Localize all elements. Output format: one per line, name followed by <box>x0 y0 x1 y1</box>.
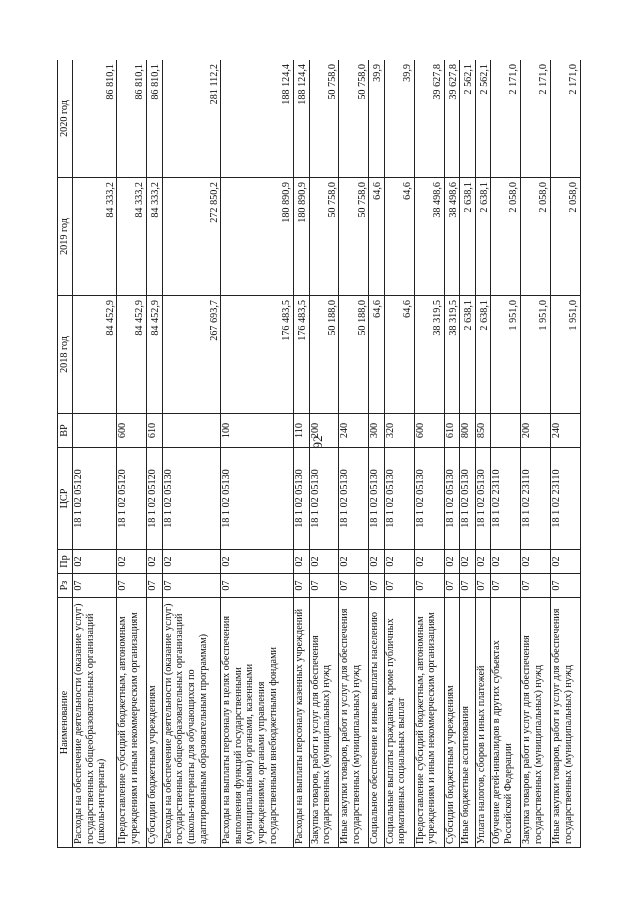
col-header-pr: Пр <box>58 550 73 574</box>
row-name: Социальное обеспечение и иные выплаты населению <box>369 598 385 848</box>
table-row <box>521 60 551 848</box>
table-row <box>369 60 385 848</box>
row-value-2020: 39,9 <box>384 60 414 178</box>
row-name: Расходы на обеспечение деятельности (оказание услуг) государственных общеобразовательных организаций (школы-интернаты для обучающихся по адаптированным образовательным программам) <box>162 598 221 848</box>
row-rz: 07 <box>117 574 147 598</box>
row-name: Расходы на выплаты персоналу в целях обеспечения выполнения функций государственными (муниципальными) органами, казенными учреждениями, органами управления государственными внебюджетными фондами <box>221 598 294 848</box>
table-row <box>147 60 163 848</box>
row-name: Обучение детей-инвалидов в других субъектах Российской Федерации <box>491 598 521 848</box>
row-value-2020: 50 758,0 <box>309 60 339 178</box>
row-csr: 18 1 02 05130 <box>221 448 294 550</box>
row-value-2018: 2 638,1 <box>475 296 491 414</box>
row-value-2020: 39 627,8 <box>414 60 444 178</box>
col-header-csr: ЦСР <box>58 448 73 550</box>
row-pr: 02 <box>147 550 163 574</box>
rotated-page-area <box>57 60 581 848</box>
row-value-2018: 84 452,9 <box>73 296 117 414</box>
row-csr: 18 1 02 05130 <box>384 448 414 550</box>
row-pr: 02 <box>550 550 580 574</box>
col-header-2018: 2018 год <box>58 296 73 414</box>
col-header-vr: ВР <box>58 414 73 448</box>
row-value-2019: 84 333,2 <box>147 178 163 296</box>
row-csr: 18 1 02 05120 <box>117 448 147 550</box>
row-name: Расходы на обеспечение деятельности (оказание услуг) государственных общеобразовательных организаций (школы-интернаты) <box>73 598 117 848</box>
table-row <box>475 60 491 848</box>
col-header-name: Наименование <box>58 598 73 848</box>
row-value-2019: 38 498,6 <box>444 178 460 296</box>
row-value-2018: 38 319,5 <box>414 296 444 414</box>
budget-table-container <box>57 60 581 848</box>
row-value-2019: 272 850,2 <box>162 178 221 296</box>
row-pr: 02 <box>521 550 551 574</box>
row-value-2020: 188 124,4 <box>221 60 294 178</box>
table-row <box>309 60 339 848</box>
row-value-2020: 2 171,0 <box>550 60 580 178</box>
row-name: Иные закупки товаров, работ и услуг для обеспечения государственных (муниципальных) нужд <box>339 598 369 848</box>
row-vr: 850 <box>475 414 491 448</box>
row-csr: 18 1 02 05130 <box>414 448 444 550</box>
row-vr: 600 <box>117 414 147 448</box>
row-name: Предоставление субсидий бюджетным, автономным учреждениям и иным некоммерческим организациям <box>414 598 444 848</box>
row-rz: 07 <box>221 574 294 598</box>
table-row <box>491 60 521 848</box>
row-csr: 18 1 02 05130 <box>309 448 339 550</box>
row-pr: 02 <box>309 550 339 574</box>
row-name: Субсидии бюджетным учреждениям <box>444 598 460 848</box>
row-value-2018: 176 483,5 <box>221 296 294 414</box>
row-pr: 02 <box>444 550 460 574</box>
row-value-2018: 50 188,0 <box>309 296 339 414</box>
row-pr: 02 <box>162 550 221 574</box>
row-rz: 07 <box>147 574 163 598</box>
row-rz: 07 <box>162 574 221 598</box>
row-vr: 610 <box>444 414 460 448</box>
row-name: Иные закупки товаров, работ и услуг для обеспечения государственных (муниципальных) нужд <box>550 598 580 848</box>
row-pr: 02 <box>460 550 476 574</box>
row-value-2019: 50 758,0 <box>339 178 369 296</box>
row-value-2019: 180 890,9 <box>221 178 294 296</box>
row-value-2018: 38 319,5 <box>444 296 460 414</box>
row-value-2018: 50 188,0 <box>339 296 369 414</box>
row-rz: 07 <box>521 574 551 598</box>
row-value-2019: 2 638,1 <box>460 178 476 296</box>
table-row <box>294 60 310 848</box>
row-value-2020: 281 112,2 <box>162 60 221 178</box>
row-pr: 02 <box>221 550 294 574</box>
table-row <box>339 60 369 848</box>
row-value-2019: 2 058,0 <box>491 178 521 296</box>
row-vr: 110 <box>294 414 310 448</box>
row-value-2020: 2 171,0 <box>521 60 551 178</box>
table-row <box>550 60 580 848</box>
row-rz: 07 <box>369 574 385 598</box>
row-pr: 02 <box>491 550 521 574</box>
row-value-2020: 86 810,1 <box>117 60 147 178</box>
row-value-2018: 176 483,5 <box>294 296 310 414</box>
row-rz: 07 <box>73 574 117 598</box>
row-csr: 18 1 02 05130 <box>339 448 369 550</box>
row-pr: 02 <box>339 550 369 574</box>
table-row <box>384 60 414 848</box>
row-name: Субсидии бюджетным учреждениям <box>147 598 163 848</box>
row-value-2019: 2 638,1 <box>475 178 491 296</box>
table-row <box>444 60 460 848</box>
row-name: Социальные выплаты гражданам, кроме публичных нормативных социальных выплат <box>384 598 414 848</box>
row-rz: 07 <box>414 574 444 598</box>
row-rz: 07 <box>475 574 491 598</box>
row-value-2020: 2 562,1 <box>475 60 491 178</box>
row-vr: 240 <box>339 414 369 448</box>
row-rz: 07 <box>460 574 476 598</box>
row-value-2020: 188 124,4 <box>294 60 310 178</box>
row-vr <box>491 414 521 448</box>
header-row <box>58 60 73 848</box>
row-value-2019: 64,6 <box>369 178 385 296</box>
table-row <box>221 60 294 848</box>
row-csr: 18 1 02 05130 <box>475 448 491 550</box>
col-header-2019: 2019 год <box>58 178 73 296</box>
row-csr: 18 1 02 05120 <box>73 448 117 550</box>
row-rz: 07 <box>294 574 310 598</box>
row-rz: 07 <box>384 574 414 598</box>
row-value-2020: 2 171,0 <box>491 60 521 178</box>
row-value-2019: 2 058,0 <box>550 178 580 296</box>
row-csr: 18 1 02 23110 <box>491 448 521 550</box>
row-value-2020: 86 810,1 <box>73 60 117 178</box>
row-value-2020: 2 562,1 <box>460 60 476 178</box>
row-vr: 200 <box>521 414 551 448</box>
row-value-2018: 84 452,9 <box>147 296 163 414</box>
table-row <box>73 60 117 848</box>
row-value-2018: 1 951,0 <box>521 296 551 414</box>
table-row <box>460 60 476 848</box>
row-name: Иные бюджетные ассигнования <box>460 598 476 848</box>
row-value-2020: 39,9 <box>369 60 385 178</box>
row-vr: 100 <box>221 414 294 448</box>
row-value-2018: 1 951,0 <box>550 296 580 414</box>
row-value-2018: 84 452,9 <box>117 296 147 414</box>
row-value-2019: 50 758,0 <box>309 178 339 296</box>
row-vr: 300 <box>369 414 385 448</box>
row-pr: 02 <box>369 550 385 574</box>
table-row <box>162 60 221 848</box>
budget-table <box>57 60 581 848</box>
row-pr: 02 <box>294 550 310 574</box>
row-csr: 18 1 02 05130 <box>444 448 460 550</box>
row-vr <box>73 414 117 448</box>
row-pr: 02 <box>73 550 117 574</box>
row-value-2019: 84 333,2 <box>73 178 117 296</box>
row-pr: 02 <box>475 550 491 574</box>
row-vr: 610 <box>147 414 163 448</box>
row-value-2019: 64,6 <box>384 178 414 296</box>
row-value-2020: 50 758,0 <box>339 60 369 178</box>
row-csr: 18 1 02 05130 <box>460 448 476 550</box>
row-csr: 18 1 02 05130 <box>162 448 221 550</box>
row-vr: 200 <box>309 414 339 448</box>
row-csr: 18 1 02 05130 <box>369 448 385 550</box>
row-pr: 02 <box>414 550 444 574</box>
table-header <box>58 60 73 848</box>
page-number: 92 <box>310 435 325 449</box>
col-header-rz: Рз <box>58 574 73 598</box>
row-pr: 02 <box>384 550 414 574</box>
row-pr: 02 <box>117 550 147 574</box>
row-csr: 18 1 02 05130 <box>294 448 310 550</box>
row-name: Предоставление субсидий бюджетным, автономным учреждениям и иным некоммерческим организациям <box>117 598 147 848</box>
row-value-2018: 267 693,7 <box>162 296 221 414</box>
row-rz: 07 <box>444 574 460 598</box>
table-row <box>414 60 444 848</box>
row-vr: 800 <box>460 414 476 448</box>
row-vr <box>162 414 221 448</box>
row-rz: 07 <box>491 574 521 598</box>
row-value-2018: 2 638,1 <box>460 296 476 414</box>
row-value-2019: 180 890,9 <box>294 178 310 296</box>
row-vr: 240 <box>550 414 580 448</box>
row-value-2020: 39 627,8 <box>444 60 460 178</box>
row-name: Расходы на выплаты персоналу казенных учреждений <box>294 598 310 848</box>
row-csr: 18 1 02 23110 <box>521 448 551 550</box>
row-csr: 18 1 02 23110 <box>550 448 580 550</box>
row-value-2019: 84 333,2 <box>117 178 147 296</box>
table-row <box>117 60 147 848</box>
row-value-2018: 64,6 <box>369 296 385 414</box>
row-csr: 18 1 02 05120 <box>147 448 163 550</box>
row-value-2018: 1 951,0 <box>491 296 521 414</box>
table-body <box>73 60 581 848</box>
row-value-2018: 64,6 <box>384 296 414 414</box>
row-vr: 320 <box>384 414 414 448</box>
row-name: Закупка товаров, работ и услуг для обеспечения государственных (муниципальных) нужд <box>309 598 339 848</box>
row-value-2019: 38 498,6 <box>414 178 444 296</box>
row-value-2019: 2 058,0 <box>521 178 551 296</box>
row-vr: 600 <box>414 414 444 448</box>
col-header-2020: 2020 год <box>58 60 73 178</box>
row-rz: 07 <box>339 574 369 598</box>
row-rz: 07 <box>309 574 339 598</box>
row-rz: 07 <box>550 574 580 598</box>
row-name: Уплата налогов, сборов и иных платежей <box>475 598 491 848</box>
row-value-2020: 86 810,1 <box>147 60 163 178</box>
row-name: Закупка товаров, работ и услуг для обеспечения государственных (муниципальных) нужд <box>521 598 551 848</box>
